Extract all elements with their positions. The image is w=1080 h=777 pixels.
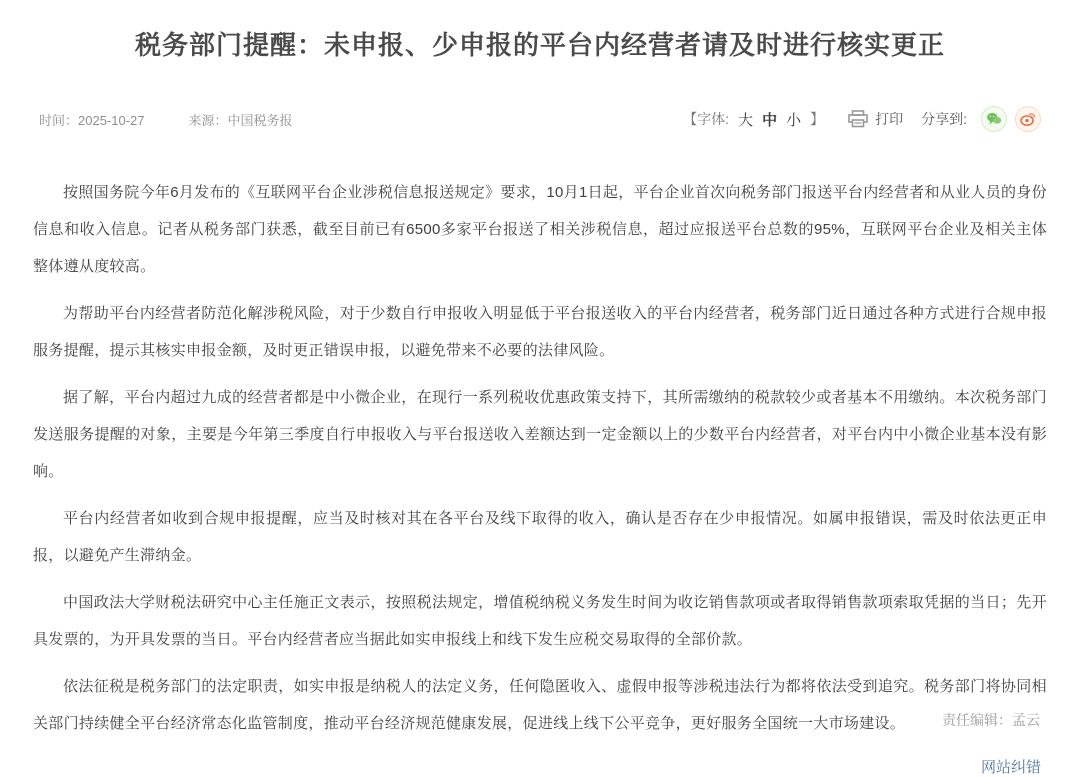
share-wechat-button[interactable]: [981, 106, 1007, 132]
editor-name: 孟云: [1012, 712, 1040, 728]
font-size-small-button[interactable]: 小: [786, 111, 802, 129]
source-value: 中国税务报: [227, 112, 293, 128]
weibo-icon: [1020, 112, 1036, 126]
font-size-large-button[interactable]: 大: [738, 111, 754, 129]
share-buttons: [981, 106, 1041, 132]
article-toolbar: [683, 106, 1041, 132]
page-title: 税务部门提醒：未申报、少申报的平台内经营者请及时进行核实更正: [134, 30, 945, 60]
font-size-switch: [683, 109, 824, 130]
correction-row: [33, 756, 1047, 777]
publish-time: [39, 110, 145, 129]
article-body: [33, 174, 1047, 742]
editor-label: 责任编辑：: [942, 712, 1012, 728]
time-value: 2025-10-27: [78, 112, 145, 128]
wechat-icon: [986, 112, 1002, 126]
share-label: 分享到:: [921, 111, 967, 127]
article-paragraph: 据了解，平台内超过九成的经营者都是中小微企业，在现行一系列税收优惠政策支持下，其所需缴纳的税款较少或者基本不用缴纳。本次税务部门发送服务提醒的对象，主要是今年第三季度自行申报收入与平台报送收入差额达到一定金额以上的少数平台内经营者，对平台内中小微企业基本没有影响。: [33, 389, 1047, 480]
site-correction-link[interactable]: 网站纠错: [980, 759, 1041, 776]
print-label: 打印: [875, 111, 904, 127]
print-button[interactable]: [848, 109, 903, 129]
share-weibo-button[interactable]: [1015, 106, 1041, 132]
article-paragraph: 平台内经营者如收到合规申报提醒，应当及时核对其在各平台及线下取得的收入，确认是否存在少申报情况。如属申报错误，需及时依法更正申报，以避免产生滞纳金。: [33, 510, 1047, 564]
time-label: 时间：: [39, 112, 79, 128]
article-paragraph: 按照国务院今年6月发布的《互联网平台企业涉税信息报送规定》要求，10月1日起，平台企业首次向税务部门报送平台内经营者和从业人员的身份信息和收入信息。记者从税务部门获悉，截至目前已有6500多家平台报送了相关涉税信息，超过应报送平台总数的95%，互联网平台企业及相关主体整体遵从度较高。: [33, 184, 1047, 275]
article-paragraph: 依法征税是税务部门的法定职责，如实申报是纳税人的法定义务，任何隐匿收入、虚假申报等涉税违法行为都将依法受到追究。税务部门将协同相关部门持续健全平台经济常态化监管制度，推动平台经济规范健康发展，促进线上线下公平竞争，更好服务全国统一大市场建设。: [33, 678, 1047, 732]
editor-credit: [942, 710, 1040, 730]
font-size-medium-button[interactable]: 中: [762, 111, 778, 129]
meta-toolbar-row: [33, 106, 1047, 132]
article-meta: [39, 110, 293, 129]
font-switch-prefix: 【字体:: [683, 111, 730, 127]
article-paragraph: 中国政法大学财税法研究中心主任施正文表示，按照税法规定，增值税纳税义务发生时间为收讫销售款项或者取得销售款项索取凭据的当日；先开具发票的，为开具发票的当日。平台内经营者应当据此如实申报线上和线下发生应税交易取得的全部价款。: [33, 594, 1047, 648]
article-paragraph: 为帮助平台内经营者防范化解涉税风险，对于少数自行申报收入明显低于平台报送收入的平台内经营者，税务部门近日通过各种方式进行合规申报服务提醒，提示其核实申报金额，及时更正错误申报，以避免带来不必要的法律风险。: [33, 305, 1047, 359]
font-switch-suffix: 】: [810, 111, 825, 127]
printer-icon: [848, 110, 868, 128]
article-source: [189, 110, 293, 129]
source-label: 来源：: [188, 112, 228, 128]
